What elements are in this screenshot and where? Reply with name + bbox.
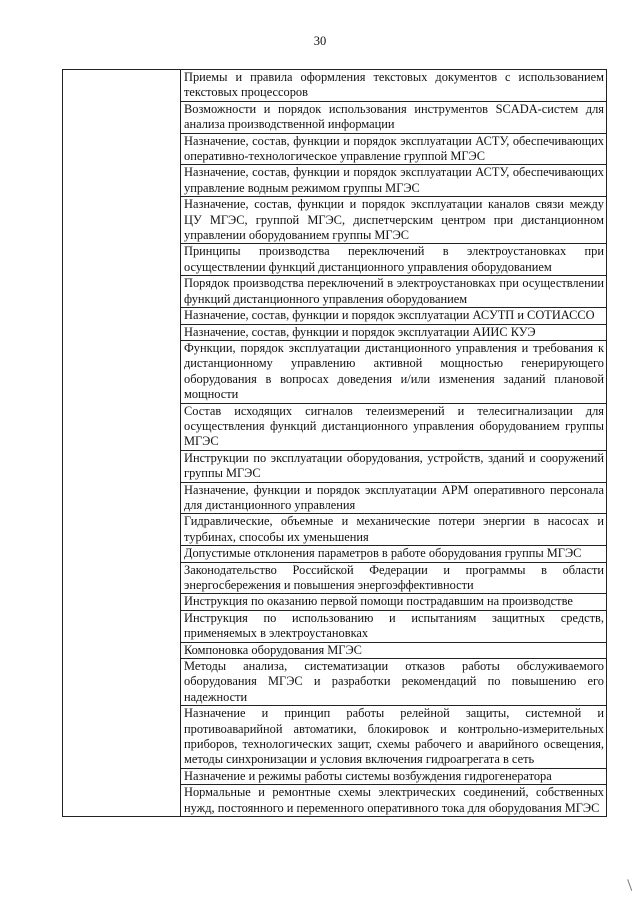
table-cell: Законодательство Российской Федерации и программы в области энергосбережения и повышения энергоэффективности: [181, 562, 607, 594]
page-number: 30: [313, 34, 327, 48]
table-cell: Инструкции по эксплуатации оборудования, устройств, зданий и сооружений группы МГЭС: [181, 450, 607, 482]
table-cell: Возможности и порядок использования инструментов SCADA-систем для анализа производственной информации: [181, 101, 607, 133]
table-cell: Гидравлические, объемные и механические потери энергии в насосах и турбинах, способы их уменьшения: [181, 514, 607, 546]
table-cell: Методы анализа, систематизации отказов работы обслуживаемого оборудования МГЭС и разработки рекомендаций по повышению его надежности: [181, 659, 607, 706]
table-cell: Инструкция по использованию и испытаниям защитных средств, применяемых в электроустановках: [181, 610, 607, 642]
table-row: [63, 70, 607, 102]
table-cell: Нормальные и ремонтные схемы электрических соединений, собственных нужд, постоянного и переменного оперативного тока для оборудования МГЭС: [181, 785, 607, 817]
table-cell: Назначение, состав, функции и порядок эксплуатации АСТУ, обеспечивающих оперативно-технологическое управление группой МГЭС: [181, 133, 607, 165]
empty-left-cell: [63, 70, 181, 817]
table-cell: Назначение и режимы работы системы возбуждения гидрогенератора: [181, 768, 607, 784]
table-cell: Функции, порядок эксплуатации дистанционного управления и требования к дистанционному управлению активной мощностью генерирующего оборудования в вопросах доведения и/или изменения заданий плановой мощности: [181, 340, 607, 403]
scan-mark: [627, 877, 638, 891]
table-cell: Назначение, состав, функции и порядок эксплуатации каналов связи между ЦУ МГЭС, группой МГЭС, диспетчерским центром при дистанционном управлении оборудованием группы МГЭС: [181, 197, 607, 244]
requirements-table: [62, 69, 607, 817]
table-cell: Состав исходящих сигналов телеизмерений и телесигнализации для осуществления функций дистанционного управления оборудованием группы МГЭС: [181, 403, 607, 450]
table-cell: Принципы производства переключений в электроустановках при осуществлении функций дистанционного управления оборудованием: [181, 244, 607, 276]
table-cell: Назначение и принцип работы релейной защиты, системной и противоаварийной автоматики, блокировок и контрольно-измерительных приборов, технологических защит, схемы рабочего и аварийного освещения, методы синхронизации и условия включения гидроагрегата в сеть: [181, 706, 607, 769]
table-cell: Компоновка оборудования МГЭС: [181, 642, 607, 658]
table-cell: Назначение, состав, функции и порядок эксплуатации АСУТП и СОТИАССО: [181, 308, 607, 324]
table-cell: Приемы и правила оформления текстовых документов с использованием текстовых процессоров: [181, 70, 607, 102]
table-cell: Назначение, состав, функции и порядок эксплуатации АИИС КУЭ: [181, 324, 607, 340]
table-cell: Назначение, состав, функции и порядок эксплуатации АСТУ, обеспечивающих управление водным режимом группы МГЭС: [181, 165, 607, 197]
table-cell: Назначение, функции и порядок эксплуатации АРМ оперативного персонала для дистанционного управления: [181, 482, 607, 514]
table-cell: Инструкция по оказанию первой помощи пострадавшим на производстве: [181, 594, 607, 610]
table-cell: Порядок производства переключений в электроустановках при осуществлении функций дистанционного управления оборудованием: [181, 276, 607, 308]
table-cell: Допустимые отклонения параметров в работе оборудования группы МГЭС: [181, 546, 607, 562]
